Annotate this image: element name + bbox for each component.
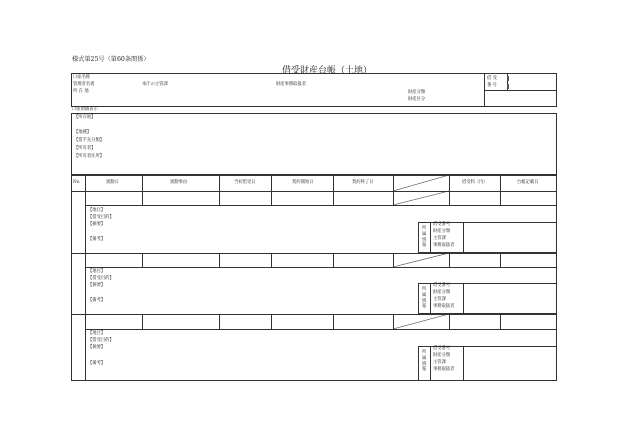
- record-land-category: 【地目】: [88, 331, 106, 336]
- diagonal-line: [393, 175, 449, 191]
- property-class-label: 財産分類: [408, 90, 426, 95]
- diagonal-line: [393, 191, 449, 205]
- affiliation-item: 主管課: [433, 236, 446, 241]
- record-land-category: 【地目】: [88, 269, 106, 274]
- affiliation-item: 主管課: [433, 360, 446, 365]
- affiliation-item: 借受番号: [433, 346, 451, 351]
- col-header-change-reason: 異動事由: [170, 180, 188, 185]
- record-remarks: 【備考】: [88, 361, 106, 366]
- affiliation-label: 所 属 情 報: [422, 226, 427, 249]
- col-header-start-date: 契約開始日: [292, 180, 314, 185]
- col-header-no: No.: [73, 180, 81, 185]
- col-header-initial-date: 当初借受日: [234, 180, 256, 185]
- affiliation-item: 事務取扱者: [433, 367, 455, 372]
- record-summary: 【摘要】: [88, 345, 106, 350]
- diagonal-line: [393, 253, 449, 267]
- affiliation-label: 所 属 情 報: [422, 287, 427, 310]
- col-header-record-date: 台帳記載日: [517, 180, 539, 185]
- location-label: 所 在 地: [73, 89, 89, 94]
- lender-class-field: 【借手先分類】: [74, 138, 105, 143]
- page-title: 借受財産台帳（土地）: [282, 66, 373, 76]
- location-field: 【所在地】: [74, 115, 96, 120]
- owner-address-field: 【所有者住所】: [74, 154, 105, 159]
- land-category-field: 【地種】: [74, 130, 92, 135]
- owner-field: 【所有者】: [74, 146, 96, 151]
- chief-clerk-label: 本庁の主管課: [142, 82, 168, 87]
- form-number: 様式第25号（第60条関係）: [72, 56, 150, 63]
- col-header-change-date: 異動日: [106, 180, 119, 185]
- administrator-label: 財産事務取扱者: [276, 82, 307, 87]
- account-name-label: 口座名称: [73, 75, 91, 80]
- record-purpose: 【借受目的】: [88, 276, 114, 281]
- affiliation-item: 借受番号: [433, 283, 451, 288]
- affiliation-label: 所 属 情 報: [422, 350, 427, 373]
- col-header-end-date: 契約終了日: [352, 180, 374, 185]
- col-header-fee: 借受料（円）: [462, 180, 488, 185]
- affiliation-item: 借受番号: [433, 222, 451, 227]
- record-summary: 【摘要】: [88, 222, 106, 227]
- affiliation-item: 事務取扱者: [433, 304, 455, 309]
- record-land-category: 【地目】: [88, 208, 106, 213]
- diagonal-line: [393, 314, 449, 329]
- affiliation-item: 事務取扱者: [433, 243, 455, 248]
- affiliation-item: 財産分類: [433, 353, 451, 358]
- number-label: 番 号: [487, 83, 497, 88]
- record-summary: 【摘要】: [88, 283, 106, 288]
- affiliation-item: 財産分類: [433, 290, 451, 295]
- affiliation-item: 財産分類: [433, 229, 451, 234]
- manager-name-label: 管理者名義: [73, 82, 95, 87]
- property-division-label: 財産区分: [408, 97, 426, 102]
- affiliation-item: 主管課: [433, 297, 446, 302]
- loan-label: 借 受: [487, 76, 497, 81]
- record-purpose: 【借受目的】: [88, 215, 114, 220]
- record-purpose: 【借受目的】: [88, 338, 114, 343]
- record-remarks: 【備考】: [88, 237, 106, 242]
- record-remarks: 【備考】: [88, 298, 106, 303]
- closed-display-label: 口座閉鎖表示: [72, 107, 98, 112]
